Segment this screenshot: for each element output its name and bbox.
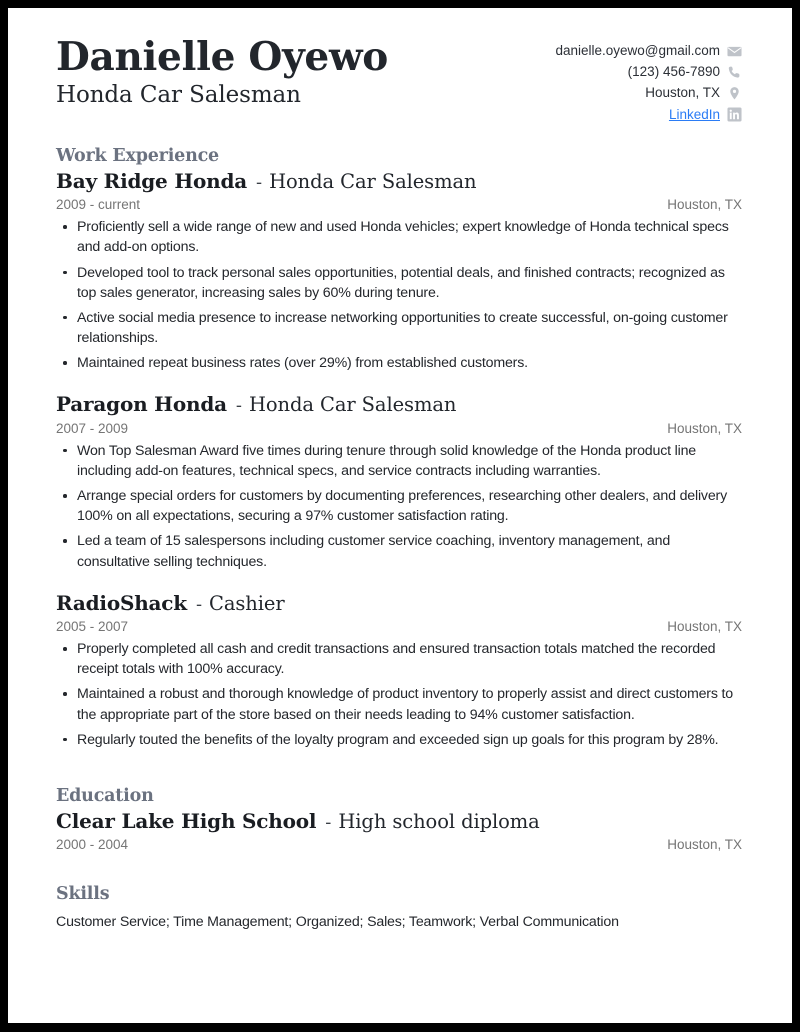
separator-dash: - xyxy=(256,171,263,193)
entry-dates: 2007 - 2009 xyxy=(56,420,129,436)
phone-icon xyxy=(727,65,742,80)
entry-heading xyxy=(56,168,742,194)
contact-row-email xyxy=(555,42,742,60)
organization-name: Paragon Honda xyxy=(56,392,227,417)
email-text: danielle.oyewo@gmail.com xyxy=(555,43,720,58)
section-skills xyxy=(56,884,742,933)
entry-location: Houston, TX xyxy=(667,420,742,436)
entry-location: Houston, TX xyxy=(667,837,742,853)
list-item: Properly completed all cash and credit transactions and ensured transaction totals matched the recorded receipt totals with 100% accuracy. xyxy=(56,639,742,679)
separator-dash: - xyxy=(325,811,332,833)
identity-block xyxy=(56,34,388,110)
list-item: Maintained a robust and thorough knowledge of product inventory to properly assist and direct customers to the appropriate part of the store based on their needs leading to 94% customer satisfaction. xyxy=(56,684,742,724)
section-title-education: Education xyxy=(56,785,154,806)
linkedin-link[interactable]: LinkedIn xyxy=(668,106,720,122)
linkedin-icon[interactable] xyxy=(727,107,742,122)
education-entry xyxy=(56,808,742,852)
section-education xyxy=(56,786,742,852)
entry-heading xyxy=(56,391,742,417)
contact-block xyxy=(555,34,742,124)
entry-dates: 2000 - 2004 xyxy=(56,837,129,853)
list-item: Won Top Salesman Award five times during tenure through solid knowledge of the Honda product line including add-on features, technical specs, and service contracts including warranties. xyxy=(56,441,742,481)
list-item: Proficiently sell a wide range of new and used Honda vehicles; expert knowledge of Honda technical specs and add-on options. xyxy=(56,217,742,257)
contact-row-location xyxy=(645,84,742,102)
list-item: Developed tool to track personal sales opportunities, potential deals, and finished contracts; recognized as top sales generator, increasing sales by 60% during tenure. xyxy=(56,263,742,303)
experience-entry xyxy=(56,168,742,373)
organization-name: Bay Ridge Honda xyxy=(56,168,248,193)
section-work-experience xyxy=(56,146,742,750)
resume-page xyxy=(8,8,792,1023)
role-title: Honda Car Salesman xyxy=(249,393,457,417)
entry-location: Houston, TX xyxy=(667,197,742,213)
section-title-skills: Skills xyxy=(56,884,110,905)
location-text: Houston, TX xyxy=(645,85,720,101)
experience-entry xyxy=(56,391,742,571)
organization-name: RadioShack xyxy=(56,590,187,615)
skills-list: Customer Service; Time Management; Organized; Sales; Teamwork; Verbal Communication xyxy=(56,914,619,931)
envelope-icon xyxy=(727,44,742,59)
list-item: Maintained repeat business rates (over 29%) from established customers. xyxy=(56,353,742,373)
contact-row-phone xyxy=(628,63,742,81)
entry-meta xyxy=(56,837,742,852)
role-title: High school diploma xyxy=(338,809,540,833)
contact-row-linkedin[interactable] xyxy=(669,106,742,124)
role-title: Honda Car Salesman xyxy=(269,169,477,193)
resume-header xyxy=(56,34,742,124)
entry-meta xyxy=(56,619,742,634)
experience-entry xyxy=(56,590,742,750)
list-item: Arrange special orders for customers by documenting preferences, researching other dealers, and delivery 100% on all expectations, securing a 97% customer satisfaction rating. xyxy=(56,486,742,526)
entry-heading xyxy=(56,808,742,834)
list-item: Regularly touted the benefits of the loyalty program and exceeded sign up goals for this program by 28%. xyxy=(56,730,742,750)
entry-meta xyxy=(56,197,742,212)
role-title: Cashier xyxy=(209,591,285,615)
full-name: Danielle Oyewo xyxy=(56,34,388,80)
entry-bullet-list xyxy=(56,217,742,373)
section-title-work-experience: Work Experience xyxy=(56,145,219,166)
entry-bullet-list xyxy=(56,639,742,750)
list-item: Led a team of 15 salespersons including customer service coaching, inventory management, and consultative selling techniques. xyxy=(56,531,742,571)
entry-dates: 2009 - current xyxy=(56,197,141,213)
separator-dash: - xyxy=(235,395,242,417)
location-pin-icon xyxy=(727,86,742,101)
entry-location: Houston, TX xyxy=(667,619,742,635)
job-headline: Honda Car Salesman xyxy=(56,82,301,109)
separator-dash: - xyxy=(195,593,203,615)
entry-meta xyxy=(56,421,742,436)
organization-name: Clear Lake High School xyxy=(56,808,317,833)
entry-bullet-list xyxy=(56,441,742,572)
entry-heading xyxy=(56,590,742,616)
phone-text: (123) 456-7890 xyxy=(627,64,720,80)
list-item: Active social media presence to increase networking opportunities to create successful, on-going customer relationships. xyxy=(56,308,742,348)
entry-dates: 2005 - 2007 xyxy=(56,619,129,635)
